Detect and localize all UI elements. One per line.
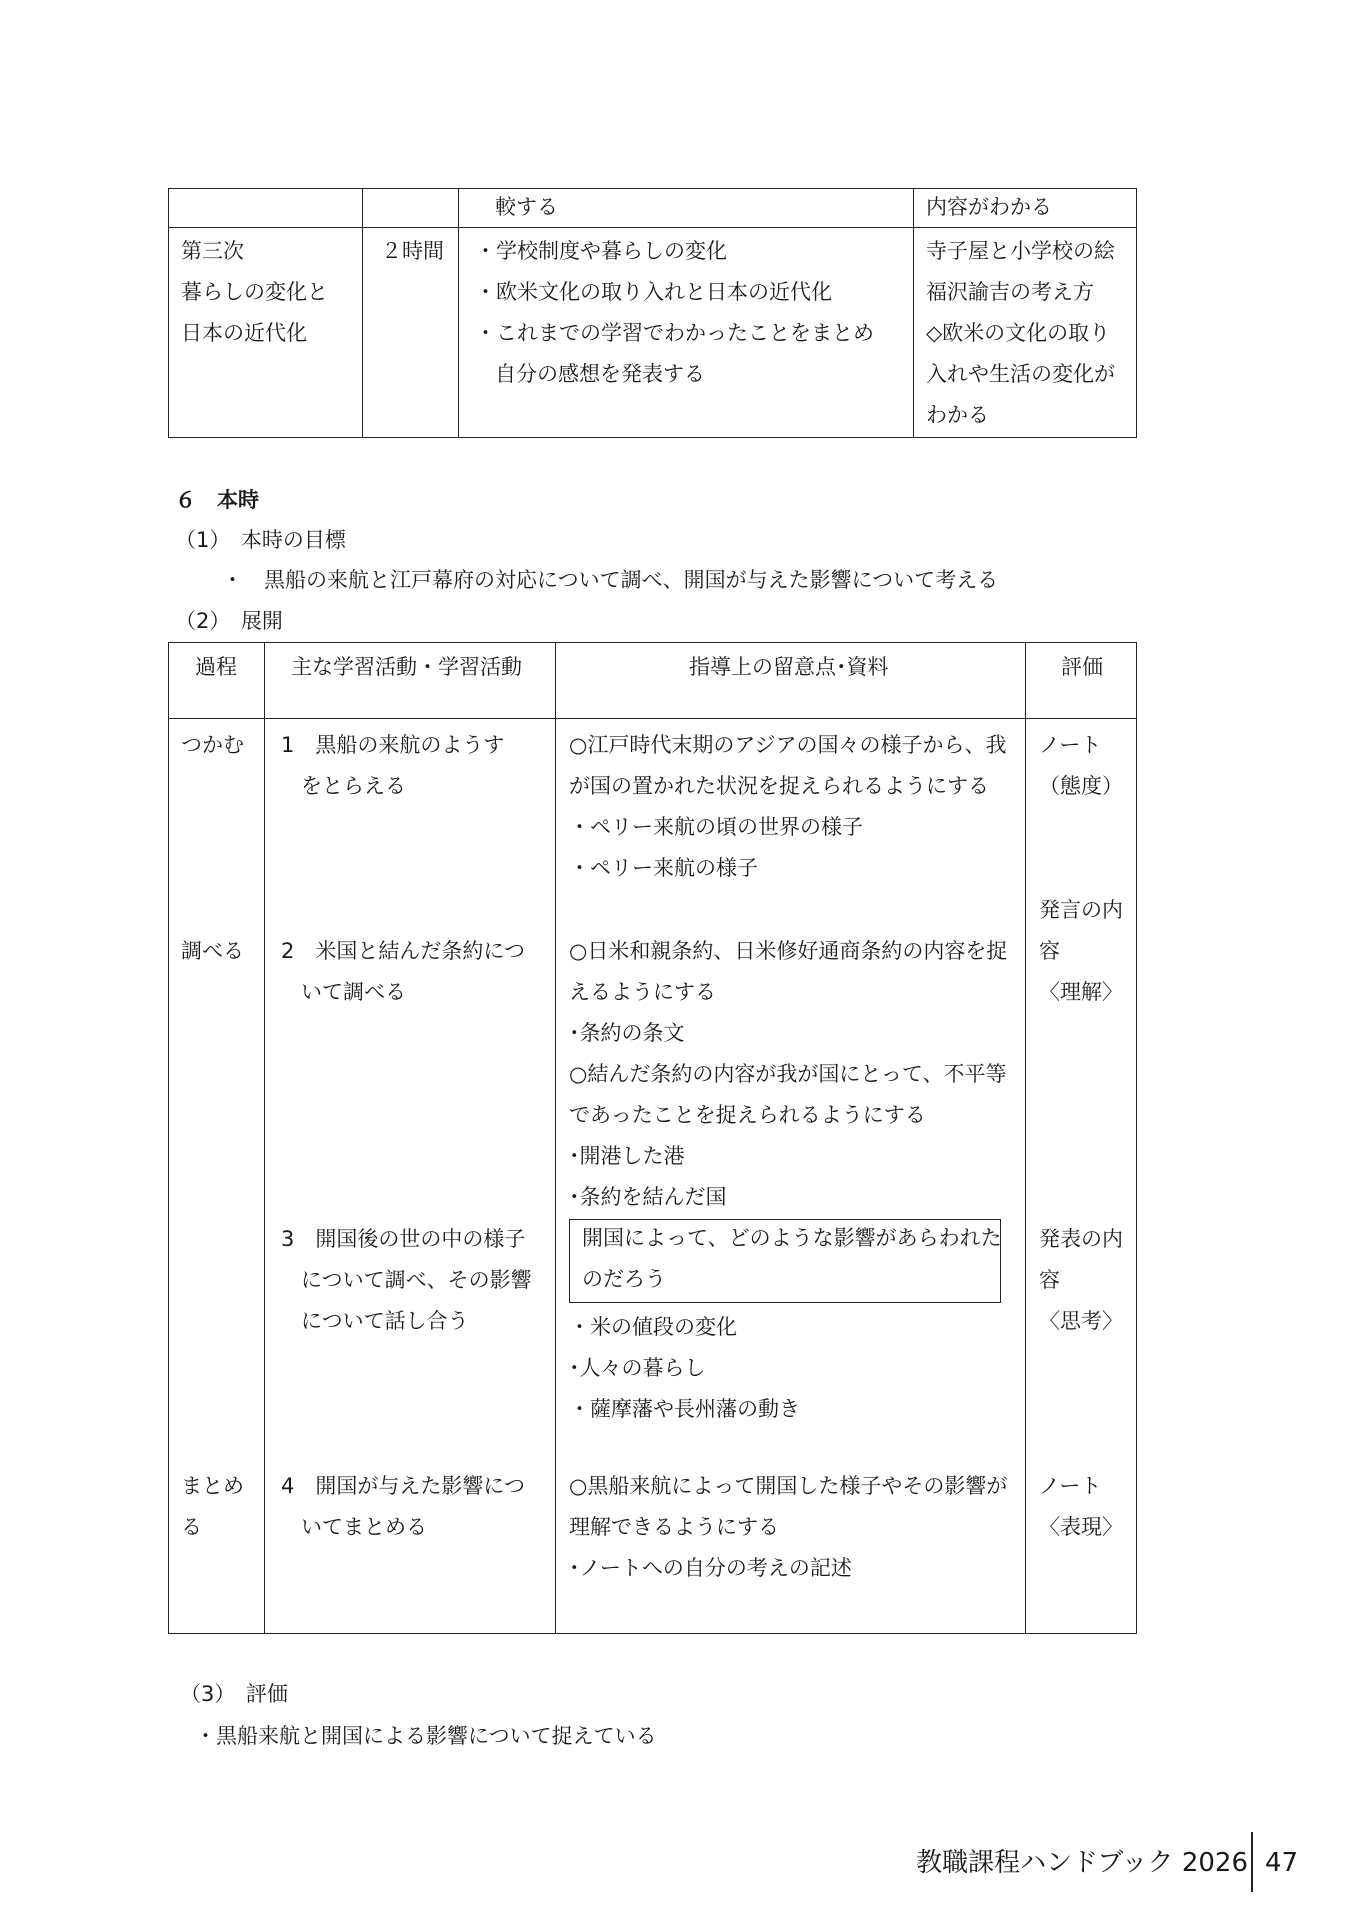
schedule-table xyxy=(168,188,1137,438)
guidance-line: が国の置かれた状況を捉えられるようにする xyxy=(569,774,989,798)
table1-row1-activity: 較する xyxy=(495,195,558,219)
evaluation-line: 〈理解〉 xyxy=(1039,980,1123,1004)
evaluation-line: 発言の内 xyxy=(1039,898,1123,922)
row-divider xyxy=(169,718,1136,719)
evaluation-line: 〈表現〉 xyxy=(1039,1515,1123,1539)
subsection-heading: （1） 本時の目標 xyxy=(175,528,346,552)
table1-stage-line: 第三次 xyxy=(181,239,244,263)
guidance-line: えるようにする xyxy=(569,980,716,1004)
activity-line: について調べ、その影響 xyxy=(301,1268,532,1292)
lesson-plan-table xyxy=(168,642,1137,1634)
table1-activity-line: ・欧米文化の取り入れと日本の近代化 xyxy=(475,280,832,304)
guidance-line: ･人々の暮らし xyxy=(569,1356,706,1380)
column-divider xyxy=(1025,643,1026,1633)
column-divider xyxy=(264,643,265,1633)
evaluation-line: 発表の内 xyxy=(1039,1227,1123,1251)
page-number: 47 xyxy=(1265,1848,1299,1878)
stage-label: つかむ xyxy=(181,733,244,757)
activity-line: をとらえる xyxy=(301,774,406,798)
guidance-line: ○日米和親条約、日米修好通商条約の内容を捉 xyxy=(569,939,1008,963)
footer-title: 教職課程ハンドブック 2026 xyxy=(916,1848,1248,1878)
subsection-heading: （2） 展開 xyxy=(175,609,283,633)
table1-stage-line: 暮らしの変化と xyxy=(181,280,328,304)
guidance-line: ・薩摩藩や長州藩の動き xyxy=(569,1397,800,1421)
activity-line: いてまとめる xyxy=(301,1515,427,1539)
evaluation-line: ノート xyxy=(1039,733,1102,757)
stage-label: まとめ xyxy=(181,1474,244,1498)
table1-eval-line: 寺子屋と小学校の絵 xyxy=(926,239,1115,263)
section-heading: ６ 本時 xyxy=(175,488,259,512)
guidance-line: ･条約の条文 xyxy=(569,1021,685,1045)
table1-stage-line: 日本の近代化 xyxy=(181,321,307,345)
activity-line: いて調べる xyxy=(301,980,406,1004)
guidance-line: ・ペリー来航の頃の世界の様子 xyxy=(569,815,863,839)
table1-eval-line: わかる xyxy=(926,403,989,427)
table1-activity-line: ・これまでの学習でわかったことをまとめ xyxy=(475,321,874,345)
table1-eval-line: 入れや生活の変化が xyxy=(926,362,1115,386)
guidance-line: であったことを捉えられるようにする xyxy=(569,1103,926,1127)
guidance-line: 理解できるようにする xyxy=(569,1515,779,1539)
activity-line: 4 開国が与えた影響につ xyxy=(281,1474,525,1498)
guidance-line: ○江戸時代末期のアジアの国々の様子から、我 xyxy=(569,733,1007,757)
evaluation-line: 〈思考〉 xyxy=(1039,1309,1123,1333)
column-divider xyxy=(555,643,556,1633)
subsection-heading: （3） 評価 xyxy=(180,1682,288,1706)
header-guidance: 指導上の留意点･資料 xyxy=(689,655,889,679)
evaluation-line: 容 xyxy=(1039,939,1060,963)
activity-line: について話し合う xyxy=(301,1309,469,1333)
table1-activity-line: 自分の感想を発表する xyxy=(495,362,705,386)
footer-divider xyxy=(1251,1832,1253,1892)
guidance-line: ○結んだ条約の内容が我が国にとって、不平等 xyxy=(569,1062,1007,1086)
table1-row1-evaluation: 内容がわかる xyxy=(926,195,1052,219)
key-question-box xyxy=(569,1219,1001,1303)
stage-label: る xyxy=(181,1515,202,1539)
guidance-line: ○黒船来航によって開国した様子やその影響が xyxy=(569,1474,1008,1498)
key-question-line: 開国によって、どのような影響があらわれた xyxy=(582,1226,1002,1250)
header-process: 過程 xyxy=(195,655,237,679)
header-activities: 主な学習活動・学習活動 xyxy=(291,655,522,679)
activity-line: 2 米国と結んだ条約につ xyxy=(281,939,525,963)
guidance-line: ･ノートへの自分の考えの記述 xyxy=(569,1556,852,1580)
key-question-line: のだろう xyxy=(582,1267,666,1291)
guidance-line: ・米の値段の変化 xyxy=(569,1315,737,1339)
lesson-goal: ・ 黒船の来航と江戸幕府の対応について調べ、開国が与えた影響について考える xyxy=(222,568,999,592)
table1-eval-line: 福沢諭吉の考え方 xyxy=(926,280,1094,304)
header-evaluation: 評価 xyxy=(1061,655,1103,679)
table1-eval-line: ◇欧米の文化の取り xyxy=(926,321,1111,345)
evaluation-line: ノート xyxy=(1039,1474,1102,1498)
activity-line: 3 開国後の世の中の様子 xyxy=(281,1227,526,1251)
table1-hours: ２時間 xyxy=(381,239,444,263)
activity-line: 1 黒船の来航のようす xyxy=(281,733,505,757)
evaluation-criterion: ・黒船来航と開国による影響について捉えている xyxy=(195,1724,657,1748)
evaluation-line: （態度） xyxy=(1039,774,1123,798)
evaluation-line: 容 xyxy=(1039,1268,1060,1292)
stage-label: 調べる xyxy=(181,939,244,963)
guidance-line: ･開港した港 xyxy=(569,1144,685,1168)
table1-activity-line: ・学校制度や暮らしの変化 xyxy=(475,239,727,263)
guidance-line: ・ペリー来航の様子 xyxy=(569,856,758,880)
guidance-line: ･条約を結んだ国 xyxy=(569,1185,727,1209)
